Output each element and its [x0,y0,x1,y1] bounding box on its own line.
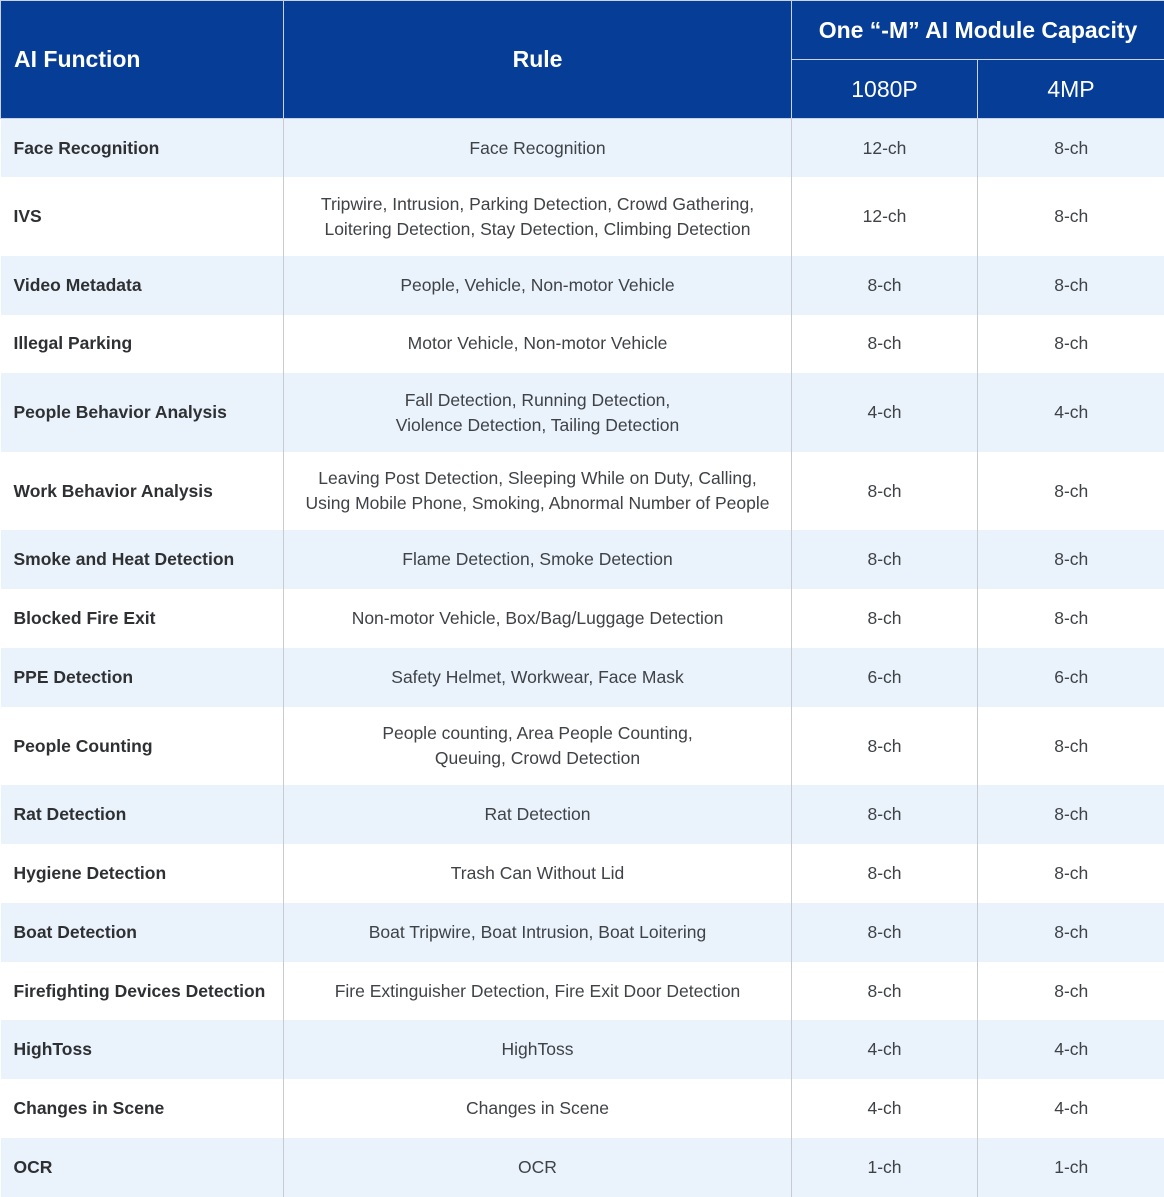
table-row [1,256,1164,315]
cell-1080p-channels: 4-ch [792,1079,978,1138]
table-row [1,903,1164,962]
cell-4mp-channels: 4-ch [978,1020,1164,1079]
cell-1080p-channels: 1-ch [792,1138,978,1197]
cell-4mp-channels: 6-ch [978,648,1164,707]
cell-1080p-channels: 8-ch [792,707,978,786]
cell-1080p-channels: 8-ch [792,452,978,531]
cell-4mp-channels: 4-ch [978,1079,1164,1138]
cell-rule [284,1079,792,1138]
rule-line: Using Mobile Phone, Smoking, Abnormal Number of People [284,491,791,516]
cell-4mp-channels: 8-ch [978,530,1164,589]
cell-ai-function: Work Behavior Analysis [1,452,284,531]
rule-line: Rat Detection [284,802,791,827]
cell-rule [284,903,792,962]
rule-line: Motor Vehicle, Non-motor Vehicle [284,331,791,356]
cell-4mp-channels: 8-ch [978,589,1164,648]
cell-ai-function: Blocked Fire Exit [1,589,284,648]
table-row [1,1138,1164,1197]
cell-rule [284,1020,792,1079]
rule-line: Non-motor Vehicle, Box/Bag/Luggage Detection [284,606,791,631]
table-row [1,177,1164,256]
cell-rule [284,1138,792,1197]
rule-line: Fall Detection, Running Detection, [284,388,791,413]
table-header [1,1,1164,119]
rule-line: Flame Detection, Smoke Detection [284,547,791,572]
cell-rule [284,373,792,452]
header-module-capacity: One “-M” AI Module Capacity [792,1,1164,60]
cell-1080p-channels: 8-ch [792,315,978,374]
cell-1080p-channels: 8-ch [792,256,978,315]
rule-line: OCR [284,1155,791,1180]
cell-4mp-channels: 8-ch [978,707,1164,786]
cell-rule [284,119,792,178]
cell-ai-function: Firefighting Devices Detection [1,962,284,1021]
cell-ai-function: People Behavior Analysis [1,373,284,452]
rule-line: Face Recognition [284,136,791,161]
rule-line: Queuing, Crowd Detection [284,746,791,771]
cell-rule [284,648,792,707]
cell-ai-function: Illegal Parking [1,315,284,374]
cell-4mp-channels: 4-ch [978,373,1164,452]
cell-rule [284,962,792,1021]
rule-line: People counting, Area People Counting, [284,721,791,746]
table-body [1,119,1164,1197]
cell-ai-function: Rat Detection [1,785,284,844]
table-row [1,1020,1164,1079]
cell-4mp-channels: 8-ch [978,256,1164,315]
rule-line: Violence Detection, Tailing Detection [284,413,791,438]
table-row [1,119,1164,178]
rule-line: Safety Helmet, Workwear, Face Mask [284,665,791,690]
cell-1080p-channels: 8-ch [792,962,978,1021]
cell-ai-function: Changes in Scene [1,1079,284,1138]
table-row [1,1079,1164,1138]
cell-4mp-channels: 8-ch [978,785,1164,844]
cell-4mp-channels: 8-ch [978,903,1164,962]
cell-ai-function: IVS [1,177,284,256]
cell-1080p-channels: 4-ch [792,373,978,452]
cell-1080p-channels: 12-ch [792,177,978,256]
cell-1080p-channels: 8-ch [792,903,978,962]
cell-1080p-channels: 6-ch [792,648,978,707]
table-row [1,844,1164,903]
table-row [1,589,1164,648]
cell-1080p-channels: 4-ch [792,1020,978,1079]
cell-4mp-channels: 8-ch [978,119,1164,178]
cell-rule [284,707,792,786]
cell-rule [284,452,792,531]
rule-line: Changes in Scene [284,1096,791,1121]
cell-ai-function: OCR [1,1138,284,1197]
cell-rule [284,785,792,844]
cell-ai-function: PPE Detection [1,648,284,707]
cell-1080p-channels: 8-ch [792,589,978,648]
cell-1080p-channels: 8-ch [792,785,978,844]
cell-ai-function: Boat Detection [1,903,284,962]
table-row [1,962,1164,1021]
cell-4mp-channels: 8-ch [978,962,1164,1021]
rule-line: People, Vehicle, Non-motor Vehicle [284,273,791,298]
cell-rule [284,256,792,315]
header-ai-function: AI Function [1,1,284,119]
cell-rule [284,177,792,256]
rule-line: Trash Can Without Lid [284,861,791,886]
cell-1080p-channels: 8-ch [792,530,978,589]
cell-4mp-channels: 8-ch [978,844,1164,903]
table-row [1,530,1164,589]
rule-line: Loitering Detection, Stay Detection, Climbing Detection [284,217,791,242]
cell-4mp-channels: 1-ch [978,1138,1164,1197]
cell-4mp-channels: 8-ch [978,315,1164,374]
cell-rule [284,530,792,589]
rule-line: Tripwire, Intrusion, Parking Detection, Crowd Gathering, [284,192,791,217]
table-row [1,315,1164,374]
cell-ai-function: HighToss [1,1020,284,1079]
table-row [1,785,1164,844]
cell-ai-function: People Counting [1,707,284,786]
cell-1080p-channels: 12-ch [792,119,978,178]
rule-line: Fire Extinguisher Detection, Fire Exit Door Detection [284,979,791,1004]
cell-rule [284,844,792,903]
rule-line: Leaving Post Detection, Sleeping While on Duty, Calling, [284,466,791,491]
table-row [1,707,1164,786]
cell-rule [284,589,792,648]
cell-1080p-channels: 8-ch [792,844,978,903]
rule-line: Boat Tripwire, Boat Intrusion, Boat Loitering [284,920,791,945]
cell-4mp-channels: 8-ch [978,177,1164,256]
cell-4mp-channels: 8-ch [978,452,1164,531]
cell-ai-function: Hygiene Detection [1,844,284,903]
cell-ai-function: Face Recognition [1,119,284,178]
cell-ai-function: Smoke and Heat Detection [1,530,284,589]
table-row [1,373,1164,452]
table-row [1,648,1164,707]
header-4mp: 4MP [978,60,1164,119]
table-row [1,452,1164,531]
header-rule: Rule [284,1,792,119]
cell-rule [284,315,792,374]
cell-ai-function: Video Metadata [1,256,284,315]
rule-line: HighToss [284,1037,791,1062]
header-1080p: 1080P [792,60,978,119]
